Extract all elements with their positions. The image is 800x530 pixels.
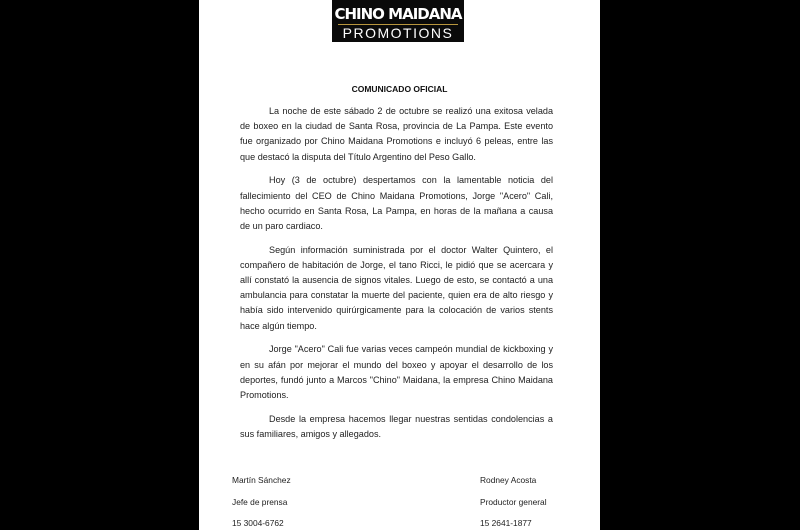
signature-role: Productor general bbox=[480, 496, 547, 507]
document-title: COMUNICADO OFICIAL bbox=[351, 84, 448, 94]
signature-role: Jefe de prensa bbox=[232, 496, 288, 507]
logo-line-2: PROMOTIONS bbox=[342, 25, 454, 41]
paragraph: La noche de este sábado 2 de octubre se realizó una exitosa velada de boxeo en la ciudad de Santa Rosa, provincia de La Pampa. Este evento fue organizado por Chino Maidana Promotions e incluyó 6 peleas, entre las que destacó la disputa del Título Argentino del Peso Gallo. bbox=[240, 106, 553, 162]
document-body bbox=[240, 104, 553, 451]
paragraph: Según información suministrada por el doctor Walter Quintero, el compañero de habitación de Jorge, el tano Ricci, le pidió que se acercara y allí constató la ausencia de signos vitales. Luego de esto, se contactó a una ambulancia para constatar la muerte del paciente, quien era de alto riesgo y había sido intervenido quirúrgicamente para la colocación de varios stents hace algún tiempo. bbox=[240, 244, 553, 331]
paragraph: Desde la empresa hacemos llegar nuestras sentidas condolencias a sus familiares, amigos y allegados. bbox=[240, 413, 553, 439]
signature-block-press bbox=[232, 470, 291, 530]
signature-name: Martín Sánchez bbox=[232, 475, 291, 485]
signature-name: Rodney Acosta bbox=[480, 475, 537, 485]
company-logo bbox=[332, 0, 464, 42]
signature-phone: 15 3004-6762 bbox=[232, 518, 284, 528]
logo-line-1: CHINO MAIDANA bbox=[334, 5, 462, 23]
signature-block-producer bbox=[480, 470, 547, 530]
signature-phone: 15 2641-1877 bbox=[480, 518, 532, 528]
paragraph: Jorge "Acero" Cali fue varias veces campeón mundial de kickboxing y en su afán por mejorar el mundo del boxeo y apoyar el desarrollo de los deportes, fundó junto a Marcos "Chino" Maidana, la empresa Chino Maidana Promotions. bbox=[240, 344, 553, 400]
paragraph: Hoy (3 de octubre) despertamos con la lamentable noticia del fallecimiento del CEO de Chino Maidana Promotions, Jorge "Acero" Cali, hecho ocurrido en Santa Rosa, La Pampa, en horas de la mañana a causa de un paro cardiaco. bbox=[240, 175, 553, 231]
document-page bbox=[199, 0, 600, 530]
